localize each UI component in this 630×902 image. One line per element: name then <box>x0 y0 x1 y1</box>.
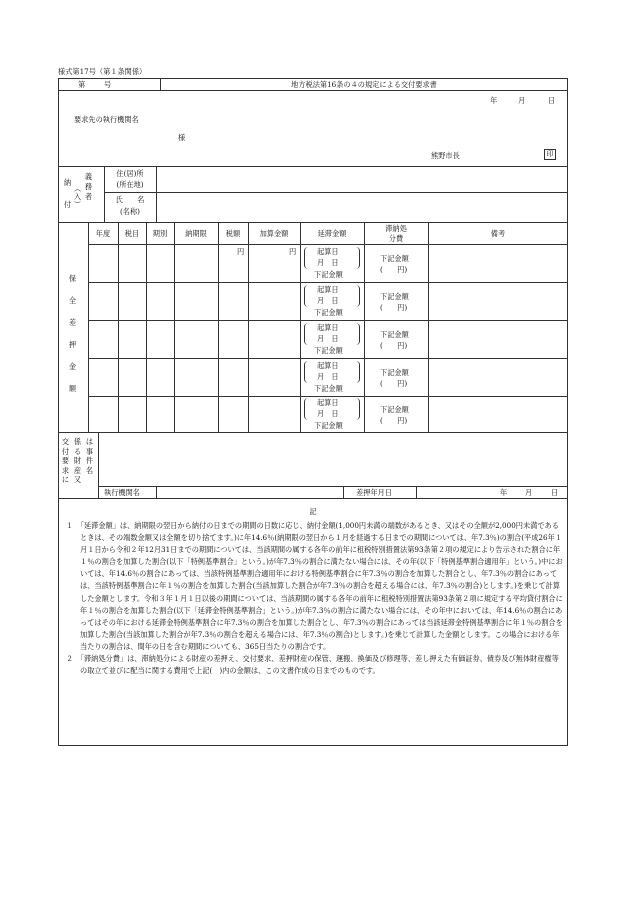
start-date-label: 起算日 <box>317 247 339 256</box>
note-1: １ 「延滞金額」は、納期限の翌日から納付の日までの期間の日数に応じ、納付金額(1,000円未満の端数があるとき、又はその全額が2,000円未満であるときは、その端数金額又は全額を切り捨てます。)に年14.6％(納期限の翌日から１月を経過する日までの期間については、年7.3％)の割合(平成26年１月１日から令和２年12月31日までの期間については、当該期間の属する各年の前年に租税特別措置法第93条第２項の規定により告示された割合に年１％の割合を加算した割合(以下「特例基準割合」という。)が年7.3％の割合に満たない場合には、その年(以下「特例基準割合適用年」という。)中においては、年14.6％の割合にあっては、当該特例基準割合適用年における特例基準割合に年7.3％の割合を加算した割合とし、年7.3％の割合にあっては、当該特例基準割合に年１％の割合を加算した割合(当該加算した割合が年7.3％の割合を超える場合には、年7.3％の割合)とします。)を乗じて計算した金額とします。令和３年１月１日以後の期間については、当該期間の属する各年の前年に租税特別措置法第93条第２項に規定する平均貸付割合に年１％の割合を加算した割合(以下「延滞金特例基準割合」という。)が年7.3％の割合に満たない場合には、その年中においては、年14.6％の割合にあってはその年における延滞金特例基準割合に年7.3％の割合を加算した割合とし、年7.3％の割合にあっては当該延滞金特例基準割合に年１％の割合を加算した割合(当該加算した割合が年7.3％の割合を超える場合には、年7.3％の割合)とします。)を乗じて計算した金額とします。この場合における年当たりの割合は、閏年の日を含む期間についても、365日当たりの割合です。 <box>66 521 563 651</box>
seizure-year: 年 <box>500 488 508 497</box>
fee-amount: ( 円) <box>380 341 408 350</box>
name-label: 氏 名 <box>115 195 145 204</box>
name-sub: (名称) <box>120 207 140 216</box>
month-day-label: 月 日 <box>317 409 339 418</box>
month-day-label: 月 日 <box>317 372 339 381</box>
col-disposition-fee: 滞納処分費 <box>385 224 407 243</box>
payer-kanji-2: 付 <box>63 200 72 209</box>
month-day-label: 月 日 <box>317 258 339 267</box>
fee-below-label: 下記金額 <box>380 330 409 339</box>
notes-heading: 記 <box>309 507 317 516</box>
col-year: 年度 <box>95 229 111 238</box>
seal-box <box>544 149 556 160</box>
start-date-label: 起算日 <box>317 361 339 370</box>
payer-kanji-1: 納 <box>63 178 72 187</box>
seizure-date-label: 差押年月日 <box>356 488 392 497</box>
delinquency-below-label: 下記金額 <box>314 384 343 393</box>
col-due-date: 納期限 <box>185 229 207 238</box>
fee-amount: ( 円) <box>380 265 408 274</box>
col-tax-amount: 税額 <box>225 229 241 238</box>
agency-label: 執行機関名 <box>104 488 140 497</box>
payer-kanji-4: 義 務 者 <box>84 172 93 201</box>
address-sub: (所在地) <box>116 180 144 189</box>
case-label-col1: 交付要求に <box>61 437 70 484</box>
delinquency-below-label: 下記金額 <box>314 346 343 355</box>
start-date-label: 起算日 <box>317 285 339 294</box>
sama-label: 様 <box>178 133 186 142</box>
seizure-amount-label: 保 全 差 押 金 額 <box>68 274 77 393</box>
col-tax-item: 税目 <box>124 229 140 238</box>
col-period: 期別 <box>152 229 168 238</box>
issuer-name: 熊野市長 <box>431 151 460 160</box>
note-2: ２ 「滞納処分費」は、滞納処分による財産の差押え、交付要求、差押財産の保管、運搬、換価及び修理等、差し押えた有価証券、債券及び無体財産権等の取立て並びに配当に関する費用で上記( )内の金額は、この文書作成の日までのものです。 <box>66 654 559 676</box>
delinquency-below-label: 下記金額 <box>314 308 343 317</box>
address-label: 住(居)所 <box>116 169 144 178</box>
fee-below-label: 下記金額 <box>380 368 409 377</box>
start-date-label: 起算日 <box>317 323 339 332</box>
date-day: 日 <box>548 96 556 105</box>
fee-amount: ( 円) <box>380 379 408 388</box>
month-day-label: 月 日 <box>317 296 339 305</box>
notes-body <box>66 520 564 677</box>
start-date-label: 起算日 <box>317 398 339 407</box>
fee-below-label: 下記金額 <box>380 292 409 301</box>
number-suffix: 号 <box>104 80 112 89</box>
case-label-col3: は事件名 <box>85 437 94 475</box>
col-remarks: 備考 <box>490 229 506 238</box>
col-additional: 加算金額 <box>259 229 289 238</box>
delinquency-below-label: 下記金額 <box>314 421 343 430</box>
seizure-month: 月 <box>525 488 533 497</box>
payer-kanji-3: ︵ 入 ︶ <box>73 184 82 209</box>
seal-mark: 印 <box>546 150 554 158</box>
addressee-label: 要求先の執行機関名 <box>74 115 139 124</box>
fee-below-label: 下記金額 <box>380 405 409 414</box>
fee-amount: ( 円) <box>380 303 408 312</box>
delinquency-below-label: 下記金額 <box>314 270 343 279</box>
form-number: 様式第17号（第１条関係） <box>58 67 147 76</box>
additional-yen-unit: 円 <box>289 247 297 256</box>
seizure-day: 日 <box>551 488 559 497</box>
col-delinquency: 延滞金額 <box>317 229 347 238</box>
tax-yen-unit: 円 <box>237 247 245 256</box>
case-label-col2: 係る財産又 <box>73 437 82 484</box>
fee-amount: ( 円) <box>380 416 408 425</box>
document-title: 地方税法第16条の４の規定による交付要求書 <box>291 80 437 89</box>
month-day-label: 月 日 <box>317 334 339 343</box>
date-month: 月 <box>518 96 526 105</box>
date-year: 年 <box>490 96 498 105</box>
number-prefix: 第 <box>78 80 86 89</box>
fee-below-label: 下記金額 <box>380 254 409 263</box>
